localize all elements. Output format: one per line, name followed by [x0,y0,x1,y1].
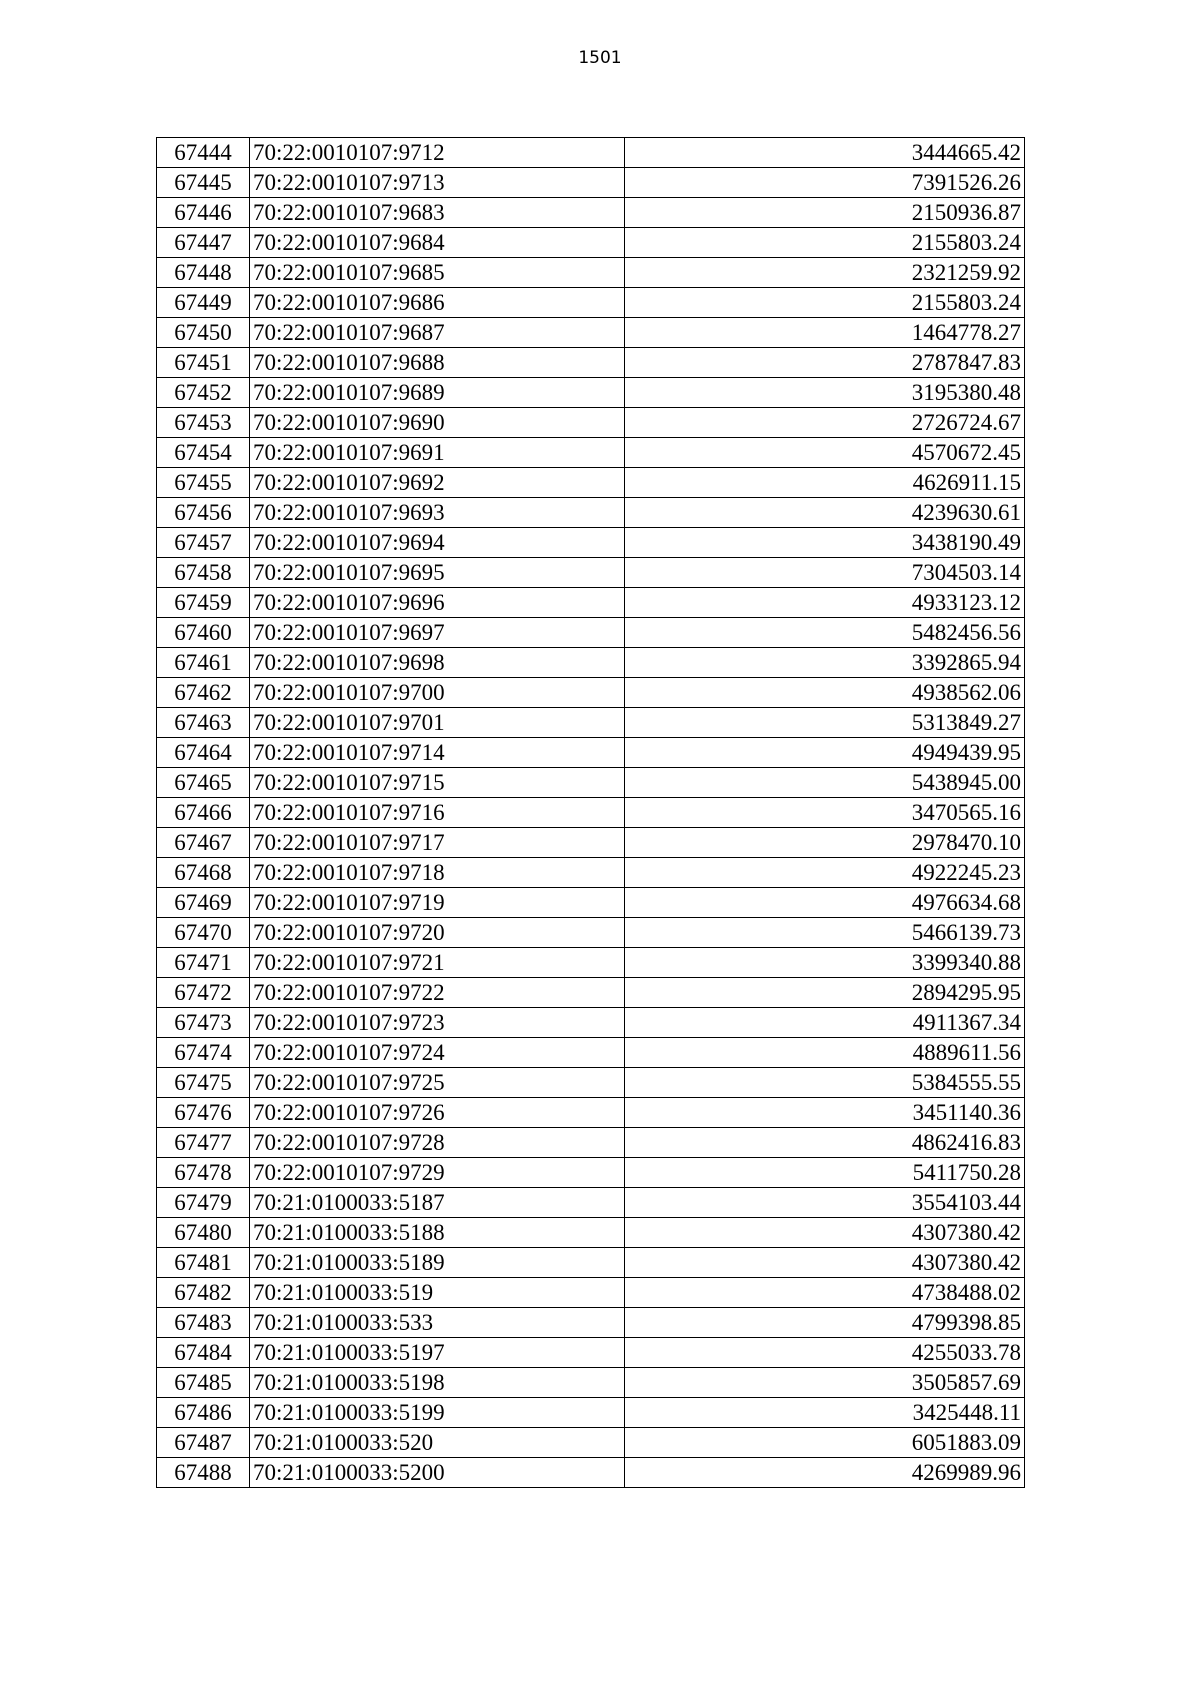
cadastral-number-cell: 70:21:0100033:533 [250,1308,625,1338]
row-number-cell: 67470 [157,918,250,948]
cadastral-number-cell: 70:22:0010107:9719 [250,888,625,918]
cadastral-number-cell: 70:22:0010107:9715 [250,768,625,798]
page-number: 1501 [578,48,622,68]
row-number-cell: 67455 [157,468,250,498]
table-row [157,678,1025,708]
table-row [157,1038,1025,1068]
row-number-cell: 67463 [157,708,250,738]
row-number-cell: 67459 [157,588,250,618]
cadastral-value-cell: 3399340.88 [625,948,1025,978]
table-row [157,648,1025,678]
cadastral-number-cell: 70:22:0010107:9687 [250,318,625,348]
table-row [157,1068,1025,1098]
cadastral-number-cell: 70:22:0010107:9723 [250,1008,625,1038]
table-row [157,1368,1025,1398]
cadastral-value-cell: 2894295.95 [625,978,1025,1008]
table-row [157,618,1025,648]
cadastral-value-cell: 4911367.34 [625,1008,1025,1038]
table-row [157,438,1025,468]
table-row [157,1278,1025,1308]
cadastral-number-cell: 70:21:0100033:5187 [250,1188,625,1218]
row-number-cell: 67476 [157,1098,250,1128]
row-number-cell: 67450 [157,318,250,348]
row-number-cell: 67488 [157,1458,250,1488]
cadastral-value-cell: 4976634.68 [625,888,1025,918]
cadastral-number-cell: 70:22:0010107:9695 [250,558,625,588]
cadastral-value-cell: 4269989.96 [625,1458,1025,1488]
row-number-cell: 67457 [157,528,250,558]
table-row [157,708,1025,738]
cadastral-value-cell: 4862416.83 [625,1128,1025,1158]
cadastral-number-cell: 70:22:0010107:9693 [250,498,625,528]
cadastral-number-cell: 70:22:0010107:9716 [250,798,625,828]
cadastral-value-table [156,137,1025,1488]
table-row [157,348,1025,378]
cadastral-value-cell: 4933123.12 [625,588,1025,618]
cadastral-value-cell: 4307380.42 [625,1248,1025,1278]
cadastral-number-cell: 70:21:0100033:519 [250,1278,625,1308]
table-row [157,318,1025,348]
table-row [157,918,1025,948]
row-number-cell: 67466 [157,798,250,828]
cadastral-value-cell: 4922245.23 [625,858,1025,888]
cadastral-value-cell: 4239630.61 [625,498,1025,528]
row-number-cell: 67478 [157,1158,250,1188]
table-row [157,1308,1025,1338]
cadastral-value-cell: 2155803.24 [625,228,1025,258]
cadastral-value-cell: 7304503.14 [625,558,1025,588]
cadastral-number-cell: 70:22:0010107:9721 [250,948,625,978]
cadastral-value-cell: 4570672.45 [625,438,1025,468]
table-row [157,288,1025,318]
table-row [157,1458,1025,1488]
cadastral-number-cell: 70:22:0010107:9722 [250,978,625,1008]
row-number-cell: 67460 [157,618,250,648]
table-row [157,1218,1025,1248]
cadastral-number-cell: 70:21:0100033:5189 [250,1248,625,1278]
cadastral-number-cell: 70:22:0010107:9689 [250,378,625,408]
cadastral-number-cell: 70:22:0010107:9691 [250,438,625,468]
cadastral-value-cell: 4255033.78 [625,1338,1025,1368]
row-number-cell: 67474 [157,1038,250,1068]
cadastral-number-cell: 70:22:0010107:9729 [250,1158,625,1188]
cadastral-number-cell: 70:22:0010107:9712 [250,138,625,168]
row-number-cell: 67449 [157,288,250,318]
table-row [157,588,1025,618]
cadastral-value-cell: 2978470.10 [625,828,1025,858]
cadastral-value-cell: 5438945.00 [625,768,1025,798]
table-row [157,828,1025,858]
cadastral-number-cell: 70:22:0010107:9683 [250,198,625,228]
cadastral-value-cell: 2787847.83 [625,348,1025,378]
cadastral-number-cell: 70:22:0010107:9690 [250,408,625,438]
row-number-cell: 67453 [157,408,250,438]
row-number-cell: 67482 [157,1278,250,1308]
table-row [157,1188,1025,1218]
cadastral-number-cell: 70:22:0010107:9698 [250,648,625,678]
row-number-cell: 67471 [157,948,250,978]
row-number-cell: 67462 [157,678,250,708]
row-number-cell: 67444 [157,138,250,168]
cadastral-value-cell: 3505857.69 [625,1368,1025,1398]
row-number-cell: 67452 [157,378,250,408]
cadastral-value-cell: 4938562.06 [625,678,1025,708]
cadastral-value-cell: 4738488.02 [625,1278,1025,1308]
table-row [157,1248,1025,1278]
cadastral-number-cell: 70:21:0100033:5199 [250,1398,625,1428]
cadastral-value-cell: 5482456.56 [625,618,1025,648]
row-number-cell: 67448 [157,258,250,288]
row-number-cell: 67467 [157,828,250,858]
cadastral-value-cell: 1464778.27 [625,318,1025,348]
cadastral-value-cell: 2726724.67 [625,408,1025,438]
table-row [157,1338,1025,1368]
cadastral-value-cell: 5384555.55 [625,1068,1025,1098]
row-number-cell: 67454 [157,438,250,468]
cadastral-number-cell: 70:22:0010107:9700 [250,678,625,708]
row-number-cell: 67473 [157,1008,250,1038]
row-number-cell: 67465 [157,768,250,798]
cadastral-number-cell: 70:22:0010107:9728 [250,1128,625,1158]
cadastral-value-cell: 3451140.36 [625,1098,1025,1128]
cadastral-number-cell: 70:22:0010107:9717 [250,828,625,858]
row-number-cell: 67451 [157,348,250,378]
cadastral-number-cell: 70:22:0010107:9686 [250,288,625,318]
cadastral-number-cell: 70:21:0100033:520 [250,1428,625,1458]
table-row [157,948,1025,978]
row-number-cell: 67446 [157,198,250,228]
cadastral-number-cell: 70:22:0010107:9720 [250,918,625,948]
row-number-cell: 67472 [157,978,250,1008]
row-number-cell: 67445 [157,168,250,198]
table-row [157,408,1025,438]
cadastral-number-cell: 70:22:0010107:9713 [250,168,625,198]
table-row [157,858,1025,888]
table-row [157,798,1025,828]
cadastral-number-cell: 70:22:0010107:9697 [250,618,625,648]
cadastral-number-cell: 70:22:0010107:9684 [250,228,625,258]
table-row [157,168,1025,198]
cadastral-value-cell: 4799398.85 [625,1308,1025,1338]
cadastral-value-cell: 2321259.92 [625,258,1025,288]
cadastral-number-cell: 70:21:0100033:5200 [250,1458,625,1488]
cadastral-value-cell: 5466139.73 [625,918,1025,948]
cadastral-value-cell: 5411750.28 [625,1158,1025,1188]
table-body [157,138,1025,1488]
row-number-cell: 67477 [157,1128,250,1158]
cadastral-value-cell: 5313849.27 [625,708,1025,738]
cadastral-number-cell: 70:22:0010107:9701 [250,708,625,738]
cadastral-value-cell: 2155803.24 [625,288,1025,318]
row-number-cell: 67481 [157,1248,250,1278]
cadastral-number-cell: 70:22:0010107:9718 [250,858,625,888]
cadastral-number-cell: 70:22:0010107:9692 [250,468,625,498]
cadastral-number-cell: 70:22:0010107:9688 [250,348,625,378]
cadastral-number-cell: 70:22:0010107:9725 [250,1068,625,1098]
cadastral-value-cell: 3438190.49 [625,528,1025,558]
table-row [157,528,1025,558]
table-row [157,768,1025,798]
row-number-cell: 67447 [157,228,250,258]
table-row [157,258,1025,288]
cadastral-value-cell: 3444665.42 [625,138,1025,168]
row-number-cell: 67480 [157,1218,250,1248]
table-row [157,888,1025,918]
cadastral-value-cell: 3425448.11 [625,1398,1025,1428]
table-row [157,1398,1025,1428]
table-row [157,1128,1025,1158]
cadastral-number-cell: 70:21:0100033:5188 [250,1218,625,1248]
table-row [157,1008,1025,1038]
cadastral-value-cell: 4889611.56 [625,1038,1025,1068]
row-number-cell: 67458 [157,558,250,588]
row-number-cell: 67484 [157,1338,250,1368]
row-number-cell: 67486 [157,1398,250,1428]
cadastral-value-cell: 3392865.94 [625,648,1025,678]
table-row [157,198,1025,228]
cadastral-number-cell: 70:22:0010107:9694 [250,528,625,558]
row-number-cell: 67464 [157,738,250,768]
cadastral-value-cell: 6051883.09 [625,1428,1025,1458]
table-row [157,558,1025,588]
row-number-cell: 67483 [157,1308,250,1338]
table-row [157,738,1025,768]
cadastral-value-cell: 4949439.95 [625,738,1025,768]
cadastral-number-cell: 70:21:0100033:5198 [250,1368,625,1398]
cadastral-value-cell: 4307380.42 [625,1218,1025,1248]
cadastral-number-cell: 70:22:0010107:9696 [250,588,625,618]
cadastral-number-cell: 70:22:0010107:9714 [250,738,625,768]
row-number-cell: 67469 [157,888,250,918]
row-number-cell: 67475 [157,1068,250,1098]
cadastral-number-cell: 70:22:0010107:9726 [250,1098,625,1128]
table-row [157,1158,1025,1188]
cadastral-value-cell: 7391526.26 [625,168,1025,198]
row-number-cell: 67468 [157,858,250,888]
cadastral-number-cell: 70:22:0010107:9685 [250,258,625,288]
row-number-cell: 67479 [157,1188,250,1218]
table-row [157,978,1025,1008]
cadastral-number-cell: 70:22:0010107:9724 [250,1038,625,1068]
table-row [157,378,1025,408]
row-number-cell: 67456 [157,498,250,528]
row-number-cell: 67485 [157,1368,250,1398]
table-row [157,138,1025,168]
row-number-cell: 67487 [157,1428,250,1458]
table-row [157,498,1025,528]
cadastral-value-cell: 3195380.48 [625,378,1025,408]
row-number-cell: 67461 [157,648,250,678]
cadastral-value-cell: 4626911.15 [625,468,1025,498]
table-row [157,1428,1025,1458]
table-row [157,228,1025,258]
cadastral-value-cell: 3470565.16 [625,798,1025,828]
cadastral-value-cell: 2150936.87 [625,198,1025,228]
cadastral-value-cell: 3554103.44 [625,1188,1025,1218]
cadastral-number-cell: 70:21:0100033:5197 [250,1338,625,1368]
table-row [157,1098,1025,1128]
table-row [157,468,1025,498]
